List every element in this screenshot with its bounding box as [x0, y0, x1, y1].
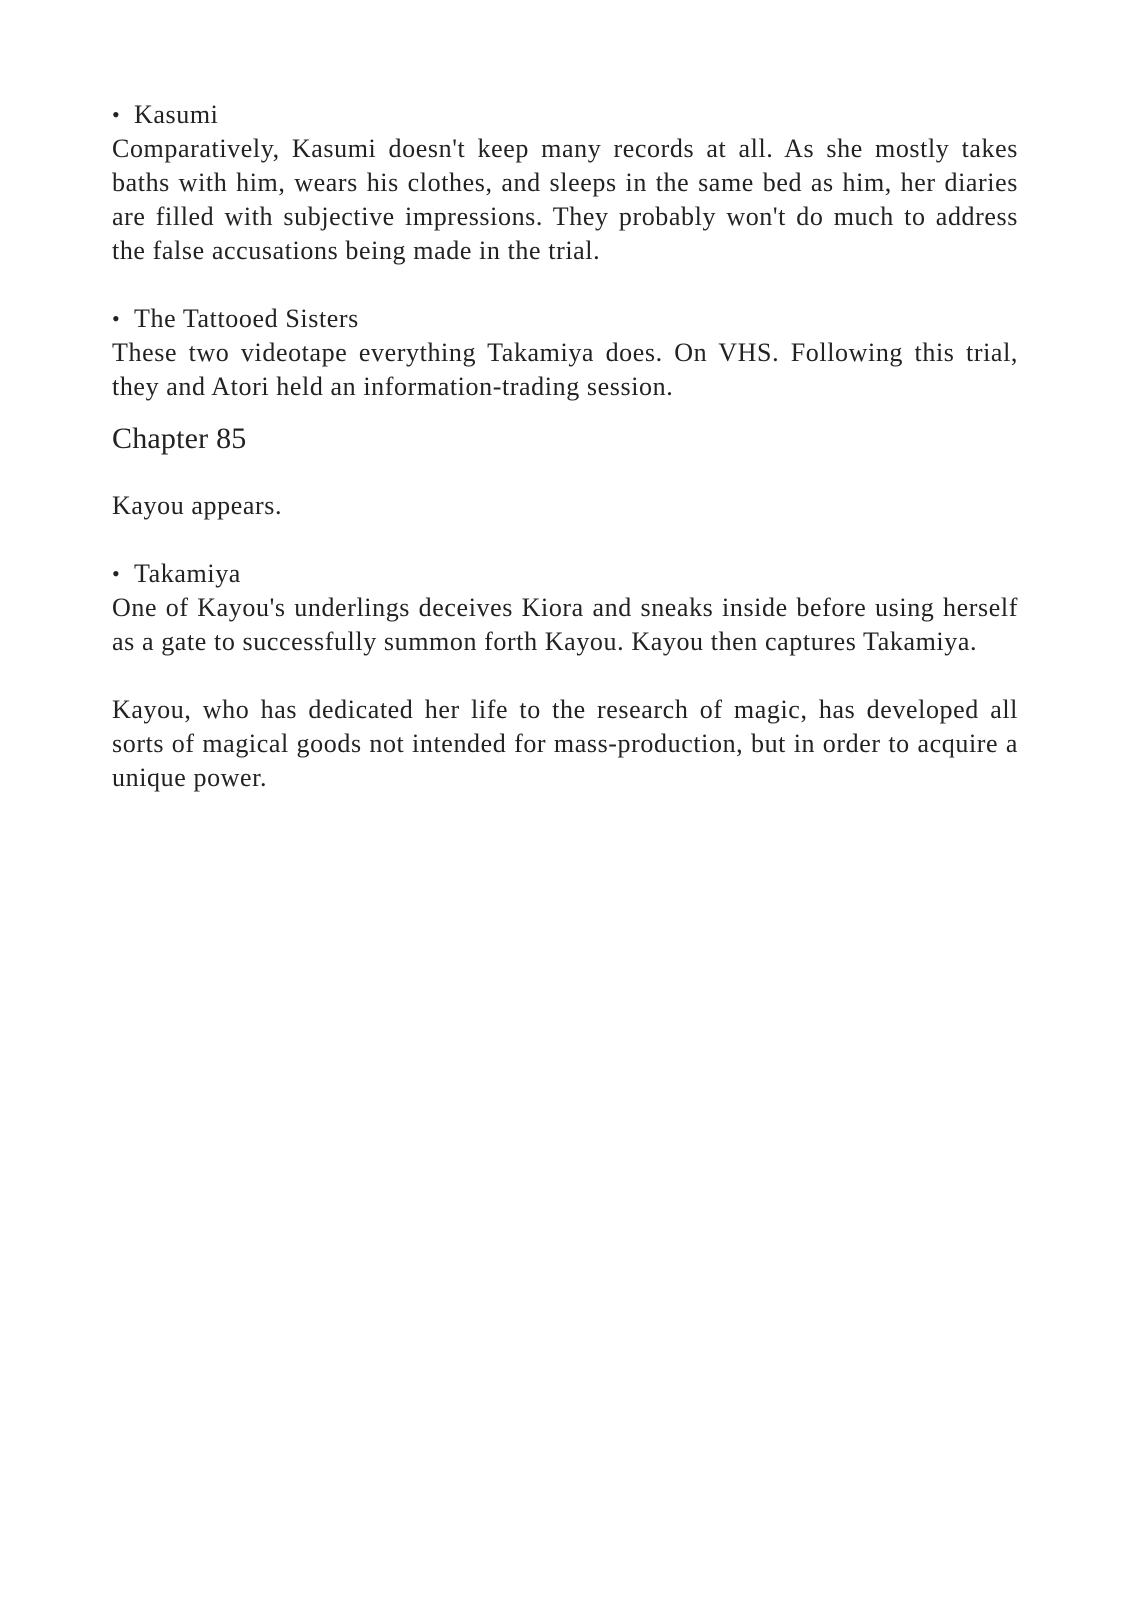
section-takamiya [112, 557, 1018, 659]
heading-text: Kasumi [134, 100, 219, 129]
chapter-intro: Kayou appears. [112, 491, 283, 520]
heading-text: The Tattooed Sisters [134, 304, 359, 333]
chapter-title: Chapter 85 [112, 422, 247, 455]
bullet-icon: • [112, 102, 121, 127]
paragraph-text: Kayou, who has dedicated her life to the research of magic, has developed all sorts of magical goods not intended for mass-production, but in order to acquire a unique power. [112, 695, 1018, 792]
section-body: Comparatively, Kasumi doesn't keep many records at all. As she mostly takes baths with him, wears his clothes, and sleeps in the same bed as him, her diaries are filled with subjective impressions. They probably won't do much to address the false accusations being made in the trial. [112, 134, 1018, 265]
bullet-icon: • [112, 306, 121, 331]
section-tattooed-sisters [112, 302, 1018, 404]
section-kasumi [112, 98, 1018, 268]
section-heading [112, 557, 1018, 591]
bullet-icon: • [112, 561, 121, 586]
document-page [112, 98, 1018, 795]
section-body: These two videotape everything Takamiya does. On VHS. Following this trial, they and Atori held an information-trading session. [112, 338, 1018, 401]
section-heading [112, 98, 1018, 132]
heading-text: Takamiya [134, 559, 241, 588]
section-heading [112, 302, 1018, 336]
section-body: One of Kayou's underlings deceives Kiora and sneaks inside before using herself as a gate to successfully summon forth Kayou. Kayou then captures Takamiya. [112, 593, 1018, 656]
section-kayou-paragraph [112, 693, 1018, 795]
